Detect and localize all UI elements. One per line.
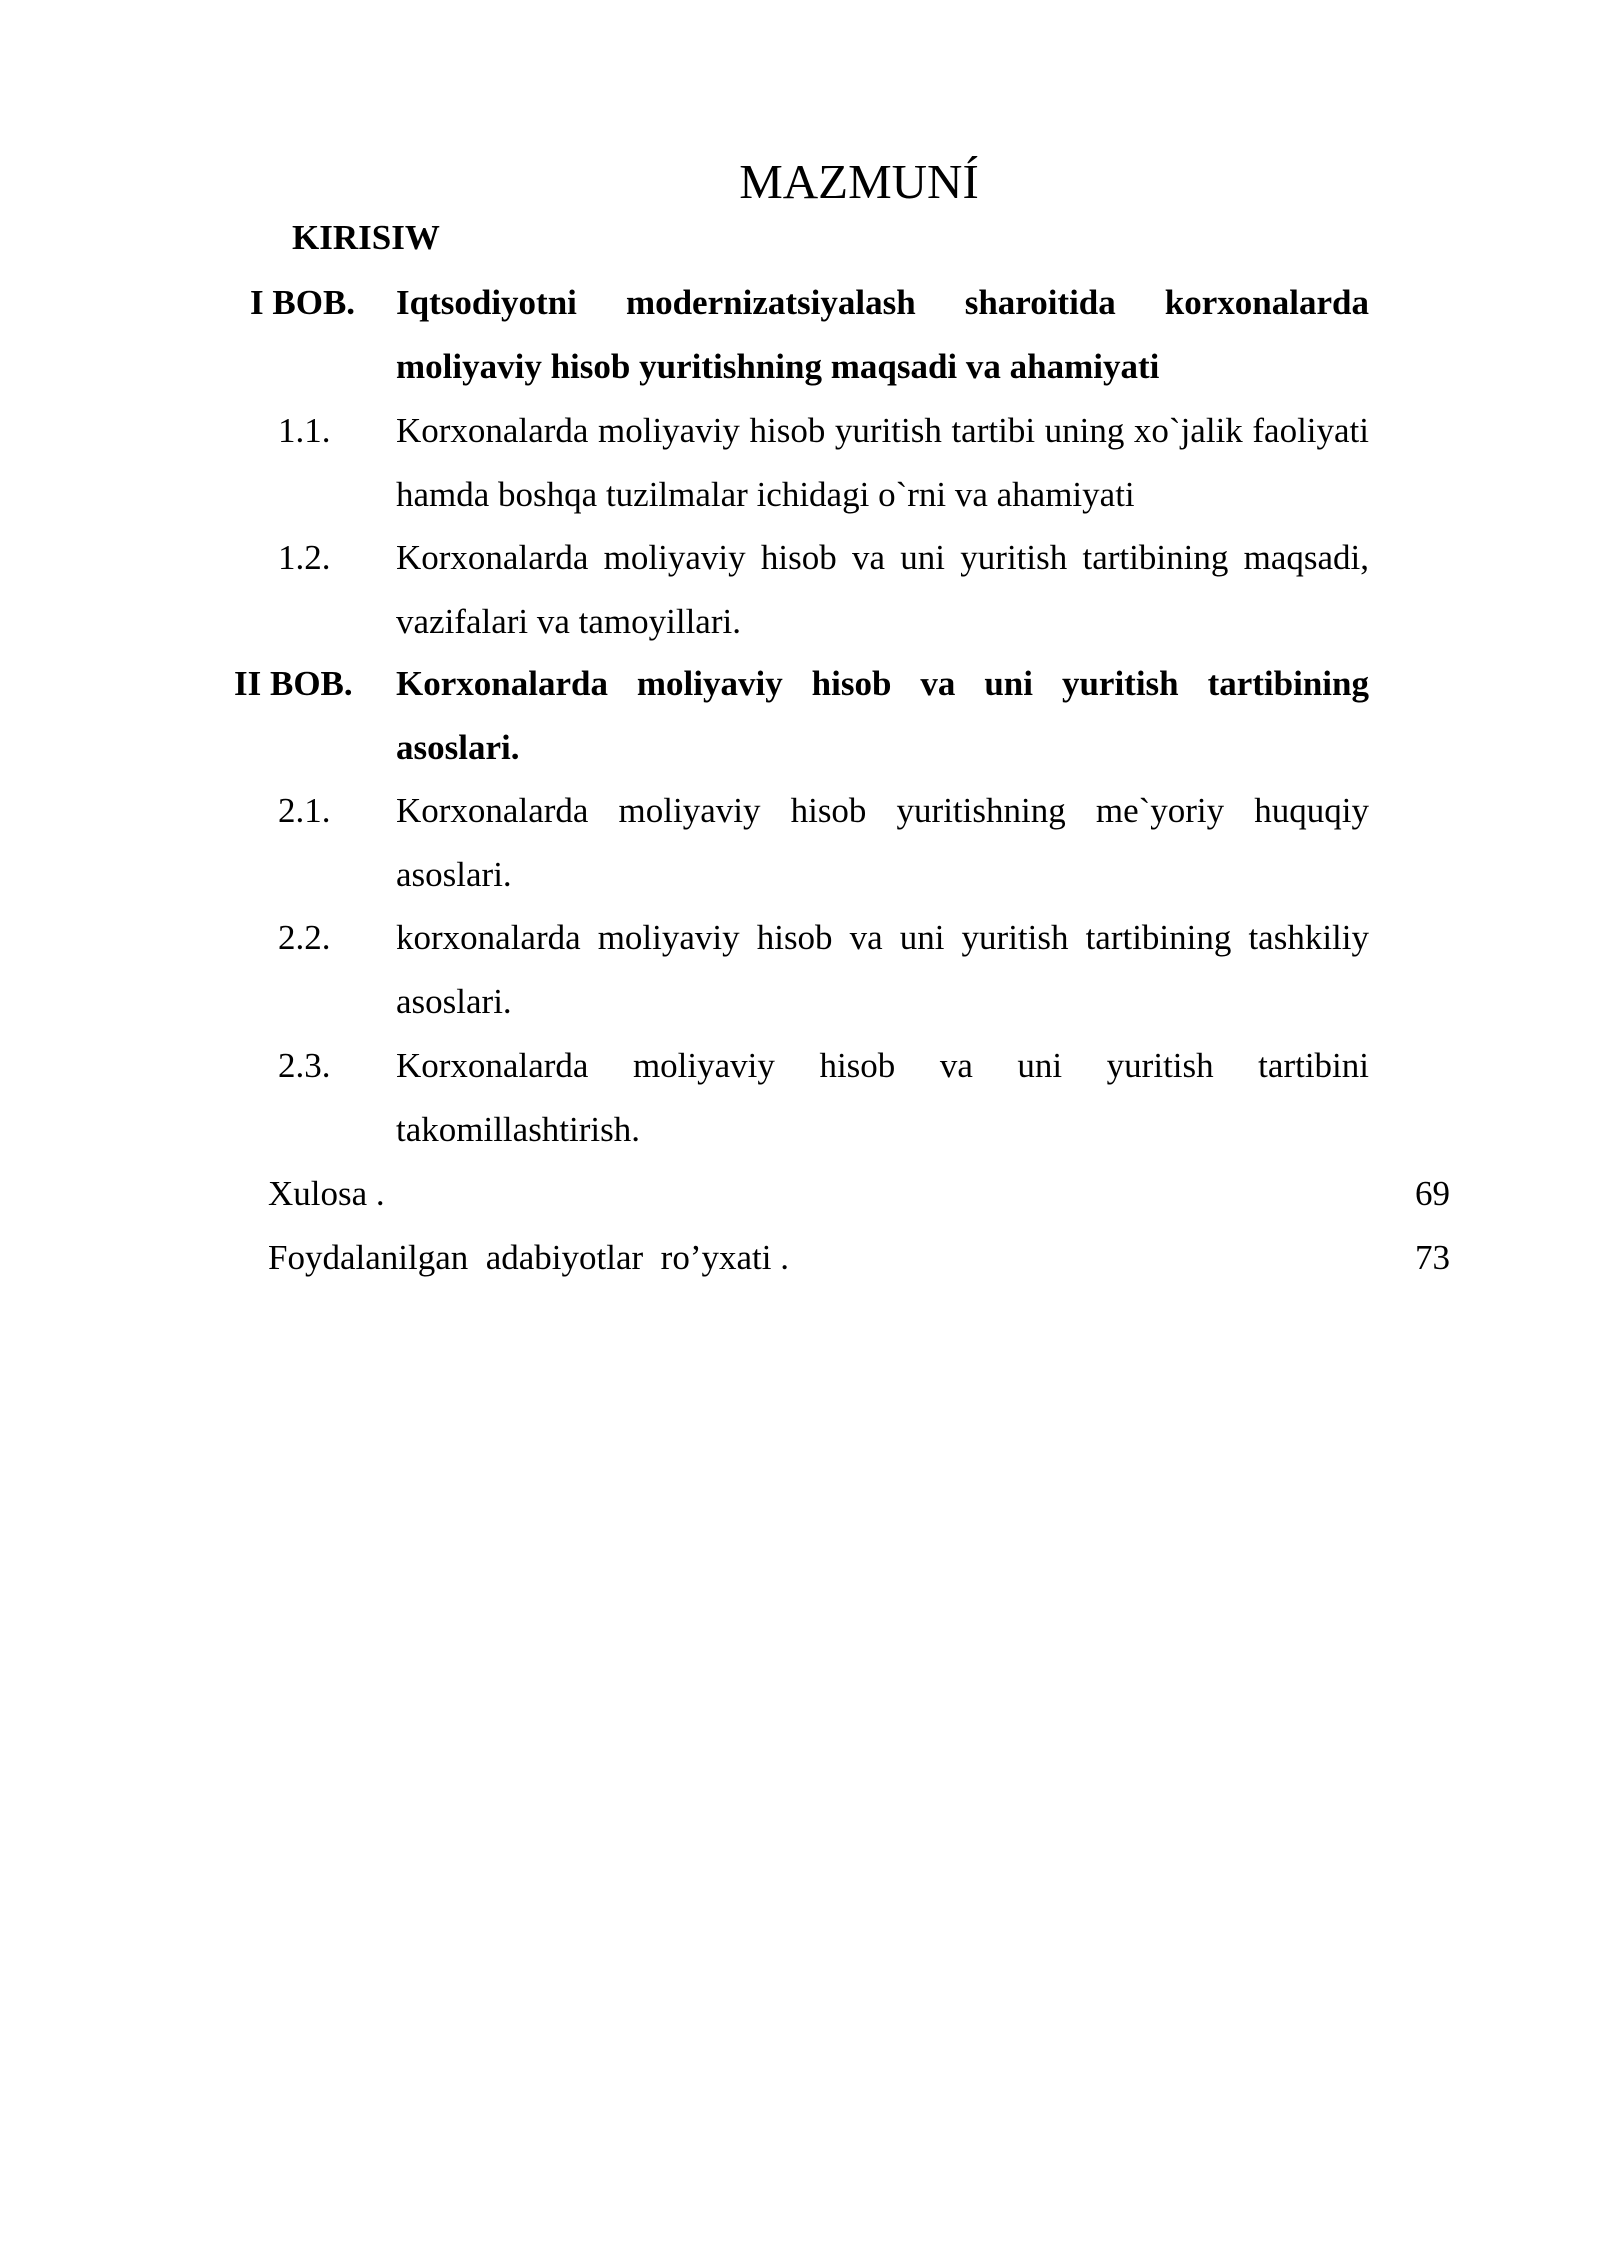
toc-section-title: Korxonalarda moliyaviy hisob yuritish tartibi uning xo`jalik faoliyati hamda boshqa tuzilmalar ichidagi o`rni va ahamiyati: [396, 411, 1369, 514]
toc-chapter-title: Iqtsodiyotni modernizatsiyalash sharoitida korxonalarda moliyaviy hisob yuritishning maqsadi va ahamiyati: [396, 283, 1369, 386]
toc-chapter-title: Korxonalarda moliyaviy hisob va uni yuritish tartibining asoslari.: [396, 664, 1369, 767]
toc-section-number: 1.2.: [278, 538, 331, 577]
toc-intro: KIRISIW: [292, 218, 440, 257]
toc-section-title: Korxonalarda moliyaviy hisob va uni yuritish tartibining maqsadi, vazifalari va tamoyillari.: [396, 538, 1369, 641]
toc-title: MAZMUNÍ: [739, 154, 979, 209]
toc-section-title: Korxonalarda moliyaviy hisob va uni yuritish tartibini takomillashtirish.: [396, 1046, 1369, 1149]
toc-bibliography-label: Foydalanilgan adabiyotlar ro’yxati .: [268, 1238, 789, 1277]
toc-page-number: 69: [1415, 1174, 1450, 1213]
toc-page-number: 73: [1415, 1238, 1450, 1277]
toc-chapter-number: II BOB.: [234, 664, 353, 703]
toc-section-number: 1.1.: [278, 411, 331, 450]
toc-section-title: korxonalarda moliyaviy hisob va uni yuritish tartibining tashkiliy asoslari.: [396, 918, 1369, 1021]
toc-section-number: 2.1.: [278, 791, 331, 830]
toc-section-title: Korxonalarda moliyaviy hisob yuritishning me`yoriy huquqiy asoslari.: [396, 791, 1369, 894]
toc-conclusion-label: Xulosa .: [268, 1174, 385, 1213]
toc-section-number: 2.3.: [278, 1046, 331, 1085]
toc-chapter-number: I BOB.: [250, 283, 356, 322]
toc-section-number: 2.2.: [278, 918, 331, 957]
